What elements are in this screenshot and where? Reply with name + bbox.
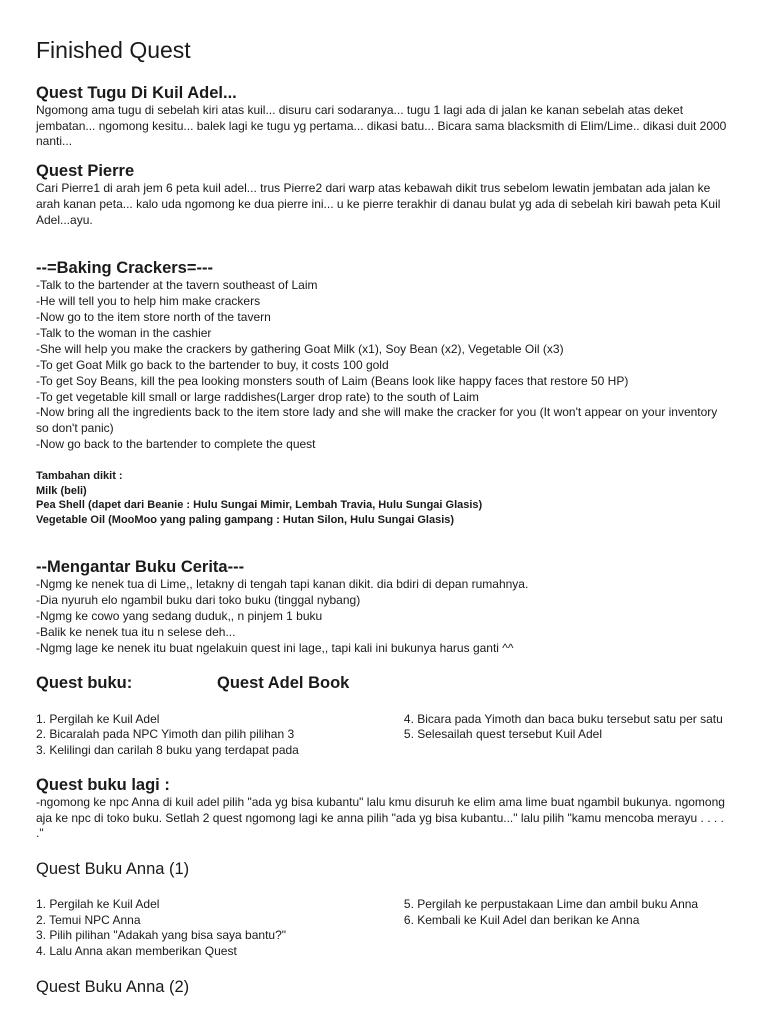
section-text: -ngomong ke npc Anna di kuil adel pilih "ada yg bisa kubantu" lalu kmu disuruh ke elim ama lime buat ngambil bukunya. ngomong aja ke npc di toko buku. Setlah 2 quest ngomong lagi ke anna pilih "ada yg bisa kubantu..." lalu pilih "kamu mencoba merayu . . . . ." — [36, 794, 725, 841]
section-text: Cari Pierre1 di arah jem 6 peta kuil adel... trus Pierre2 dari warp atas kebawah dikit trus sebelom lewatin jembatan ada jalan ke arah kanan peta... kalo uda ngomong ke dua pierre ini... u ke pierre terakhir di danau bulat yg ada di sebelah kiri bawah peta Kuil Adel...ayu. — [36, 181, 721, 227]
list-item: -Ngmg ke nenek tua di Lime,, letakny di tengah tapi kanan dikit. dia bdiri di depan rumahnya. — [36, 577, 529, 592]
list-item: 4. Lalu Anna akan memberikan Quest — [36, 944, 237, 959]
list-item: Pea Shell (dapet dari Beanie : Hulu Sungai Mimir, Lembah Travia, Hulu Sungai Glasis) — [36, 499, 483, 512]
section-heading: Quest buku: — [36, 673, 133, 692]
section-baking-crackers — [36, 258, 732, 527]
section-heading-row — [36, 673, 732, 693]
list-item: 3. Pilih pilihan "Adakah yang bisa saya bantu?" — [36, 928, 287, 943]
section-quest-buku-anna-2 — [36, 977, 732, 997]
list-item: Vegetable Oil (MooMoo yang paling gampang : Hutan Silon, Hulu Sungai Glasis) — [36, 513, 455, 526]
list-item: 2. Bicaralah pada NPC Yimoth dan pilih pilihan 3 — [36, 727, 295, 742]
section-quest-buku — [36, 673, 732, 759]
left-column — [36, 712, 404, 759]
list-item: -To get vegetable kill small or large raddishes(Larger drop rate) to the south of Laim — [36, 389, 479, 404]
section-heading: Quest Tugu Di Kuil Adel... — [36, 84, 237, 102]
list-item: -He will tell you to help him make crackers — [36, 294, 261, 309]
section-mengantar-buku — [36, 557, 732, 657]
section-quest-pierre — [36, 161, 732, 228]
list-item: -Now go back to the bartender to complete the quest — [36, 437, 316, 452]
list-item: -Ngmg ke cowo yang sedang duduk,, n pinjem 1 buku — [36, 609, 323, 623]
section-heading: --Mengantar Buku Cerita--- — [36, 558, 245, 577]
list-item: 6. Kembali ke Kuil Adel dan berikan ke Anna — [403, 912, 640, 927]
two-column-list — [36, 897, 732, 960]
list-item: Milk (beli) — [36, 484, 87, 497]
section-subheading: Quest Adel Book — [217, 673, 350, 692]
list-item: -She will help you make the crackers by gathering Goat Milk (x1), Soy Bean (x2), Vegetable Oil (x3) — [36, 341, 564, 356]
section-quest-buku-anna-1 — [36, 859, 732, 960]
list-item: Tambahan dikit : — [36, 470, 123, 483]
list-item: 3. Kelilingi dan carilah 8 buku yang terdapat pada — [36, 743, 299, 758]
section-heading: --=Baking Crackers=--- — [36, 259, 213, 278]
section-quest-buku-lagi — [36, 775, 732, 842]
list-item: -Balik ke nenek tua itu n selese deh... — [36, 624, 236, 639]
section-quest-tugu — [36, 83, 732, 150]
list-item: -Now bring all the ingredients back to the item store lady and she will make the cracker for you (It won't appear on your inventory so don't panic) — [36, 405, 718, 436]
left-column — [36, 897, 404, 960]
right-column — [404, 897, 732, 960]
list-item: -Now go to the item store north of the tavern — [36, 310, 271, 325]
section-text: Ngomong ama tugu di sebelah kiri atas kuil... disuru cari sodaranya... tugu 1 lagi ada di jalan ke kanan sebelah atas deket jembatan... ngomong kesitu... balek lagi ke tugu yg pertama... dikasi batu... Bicara sama blacksmith di Elim/Lime.. dikasi duit 2000 nanti... — [36, 103, 727, 149]
list-item: -Ngmg lage ke nenek itu buat ngelakuin quest ini lage,, tapi kali ini bukunya harus ganti ^^ — [36, 640, 514, 655]
list-item: -To get Soy Beans, kill the pea looking monsters south of Laim (Beans look like happy faces that restore 50 HP) — [36, 373, 629, 388]
list-item: 2. Temui NPC Anna — [36, 912, 141, 927]
list-item: 5. Pergilah ke perpustakaan Lime dan ambil buku Anna — [403, 896, 699, 911]
list-item: -Talk to the bartender at the tavern southeast of Laim — [36, 278, 318, 293]
list-item: 1. Pergilah ke Kuil Adel — [36, 896, 160, 911]
two-column-list — [36, 712, 732, 759]
section-heading: Quest buku lagi : — [36, 775, 170, 794]
instruction-list — [36, 278, 732, 453]
right-column — [404, 712, 732, 759]
list-item: 4. Bicara pada Yimoth dan baca buku tersebut satu per satu — [403, 711, 723, 726]
section-heading: Quest Buku Anna (1) — [36, 859, 190, 878]
instruction-list — [36, 577, 732, 657]
list-item: -Talk to the woman in the cashier — [36, 325, 212, 340]
section-heading: Quest Buku Anna (2) — [36, 977, 190, 996]
section-heading: Quest Pierre — [36, 162, 135, 181]
list-item: -Dia nyuruh elo ngambil buku dari toko buku (tinggal nybang) — [36, 593, 361, 608]
list-item: -To get Goat Milk go back to the bartender to buy, it costs 100 gold — [36, 357, 389, 372]
page-title: Finished Quest — [36, 37, 191, 63]
extra-notes — [36, 469, 732, 527]
list-item: 5. Selesailah quest tersebut Kuil Adel — [403, 727, 603, 742]
list-item: 1. Pergilah ke Kuil Adel — [36, 711, 160, 726]
